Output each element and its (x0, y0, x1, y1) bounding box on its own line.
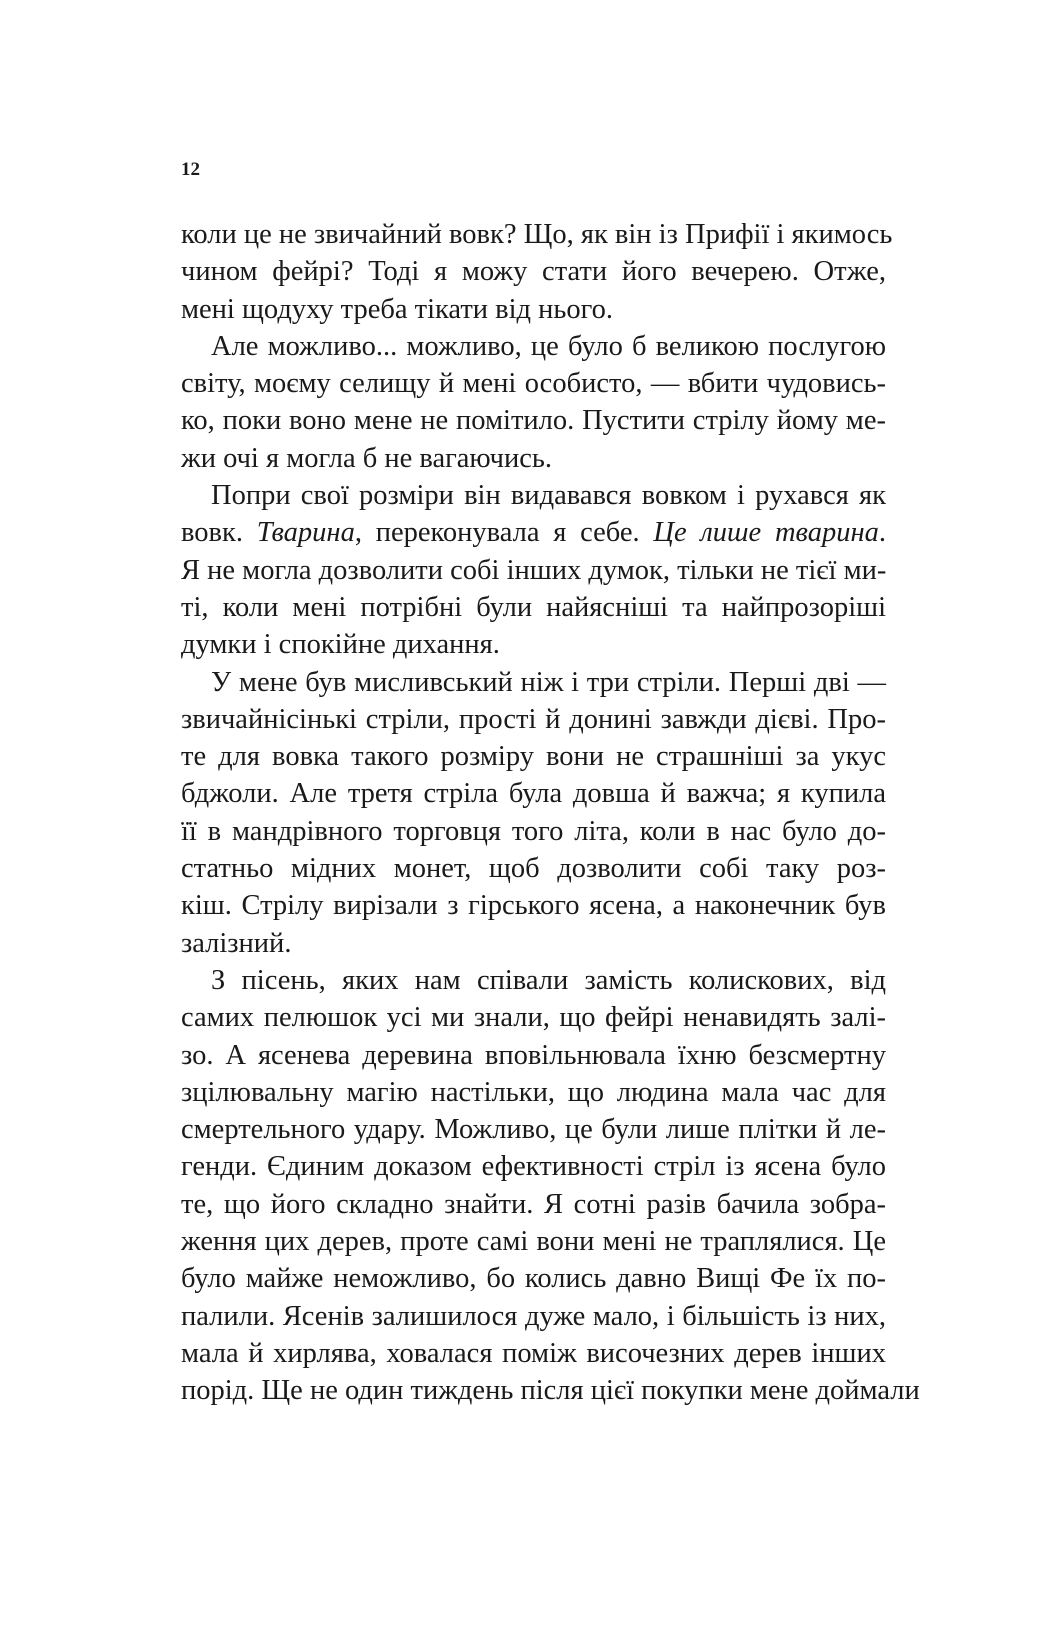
text-line (181, 365, 886, 402)
text-segment: залізний. (181, 927, 292, 959)
text-line (181, 626, 886, 663)
text-line (181, 999, 886, 1036)
text-segment: світу, моєму селищу й мені особисто, — вбити чудовись- (181, 368, 886, 400)
text-line (181, 402, 886, 439)
paragraph (181, 328, 886, 477)
text-segment: ження цих дерев, проте самі вони мені не траплялися. Це (181, 1226, 886, 1258)
text-segment: статньо мідних монет, щоб дозволити собі таку роз- (181, 853, 886, 885)
paragraph (181, 477, 886, 663)
text-segment: чином фейрі? Тоді я можу стати його вечерею. Отже, (181, 256, 886, 288)
paragraph (181, 664, 886, 962)
text-line (181, 589, 886, 626)
text-segment: мала й хирлява, ховалася поміж височезних дерев інших (181, 1337, 886, 1369)
text-line (181, 552, 886, 589)
paragraph (181, 962, 920, 1410)
text-segment: У мене був мисливський ніж і три стріли. Перші дві — (211, 666, 886, 698)
text-line (181, 813, 886, 850)
text-line (181, 775, 886, 812)
text-line (181, 1223, 886, 1260)
italic-text: Тварина (256, 517, 355, 549)
text-line (181, 664, 886, 701)
text-segment: звичайнісінькі стріли, прості й донині завжди дієві. Про- (181, 703, 886, 735)
text-segment: думки і спокійне дихання. (181, 629, 500, 661)
paragraph (181, 216, 893, 328)
text-line (181, 1335, 886, 1372)
text-segment: ті, коли мені потрібні були найясніші та найпрозоріші (181, 591, 886, 623)
text-line (181, 1074, 886, 1111)
text-segment: смертельного удару. Можливо, це були лише плітки й ле- (181, 1114, 886, 1146)
text-segment: вовк. (181, 517, 257, 549)
text-line (181, 925, 886, 962)
text-line (181, 328, 886, 365)
text-segment: генди. Єдиним доказом ефективності стріл із ясена було (181, 1151, 886, 1183)
text-line (181, 738, 886, 775)
text-segment: мені щодуху треба тікати від нього. (181, 293, 614, 325)
text-segment: порід. Ще не один тиждень після цієї покупки мене доймали (181, 1375, 920, 1407)
text-line (181, 1111, 886, 1148)
text-line (181, 514, 886, 551)
text-segment: те для вовка такого розміру вони не страшніші за укус (181, 741, 886, 773)
text-segment: те, що його складно знайти. Я сотні разів бачила зобра- (181, 1188, 886, 1220)
text-segment: Попри свої розміри він видавався вовком і рухався як (211, 480, 886, 512)
body-text (181, 216, 920, 1410)
text-line (181, 1298, 886, 1335)
text-line (181, 477, 886, 514)
text-line (181, 887, 886, 924)
text-line (181, 701, 886, 738)
text-segment: Але можливо... можливо, це було б великою послугою (211, 330, 886, 362)
text-line (181, 962, 886, 999)
text-segment: зо. А ясенева деревина вповільнювала їхню безсмертну (181, 1039, 886, 1071)
text-line (181, 253, 886, 290)
text-segment: З пісень, яких нам співали замість колискових, від (211, 964, 886, 996)
text-line (181, 1186, 886, 1223)
italic-text: Це лише тварина (653, 517, 879, 549)
text-line (181, 216, 893, 253)
text-segment: ко, поки воно мене не помітило. Пустити стрілу йому ме- (181, 405, 886, 437)
text-line (181, 850, 886, 887)
text-segment: , переконувала я себе. (354, 517, 654, 549)
text-segment: палили. Ясенів залишилося дуже мало, і більшість із них, (181, 1300, 886, 1332)
text-segment: кіш. Стрілу вирізали з гірського ясена, а наконечник був (181, 890, 886, 922)
text-segment: було майже неможливо, бо колись давно Вищі Фе їх по- (181, 1263, 886, 1295)
page-number: 12 (181, 159, 200, 180)
text-segment: . (878, 517, 886, 549)
text-segment: зцілювальну магію настільки, що людина мала час для (181, 1076, 886, 1108)
text-line (181, 1148, 886, 1185)
text-segment: Я не могла дозволити собі інших думок, тільки не тієї ми- (181, 554, 887, 586)
text-line (181, 1372, 920, 1409)
text-segment: жи очі я могла б не вагаючись. (181, 442, 553, 474)
text-line (181, 440, 886, 477)
text-segment: коли це не звичайний вовк? Що, як він із Прифії і якимось (181, 219, 893, 250)
text-line (181, 1260, 886, 1297)
text-segment: самих пелюшок усі ми знали, що фейрі ненавидять залі- (181, 1002, 886, 1034)
text-segment: бджоли. Але третя стріла була довша й важча; я купила (181, 778, 886, 810)
text-line (181, 1037, 886, 1074)
text-segment: її в мандрівного торговця того літа, коли в нас було до- (181, 815, 886, 847)
text-line (181, 291, 886, 328)
